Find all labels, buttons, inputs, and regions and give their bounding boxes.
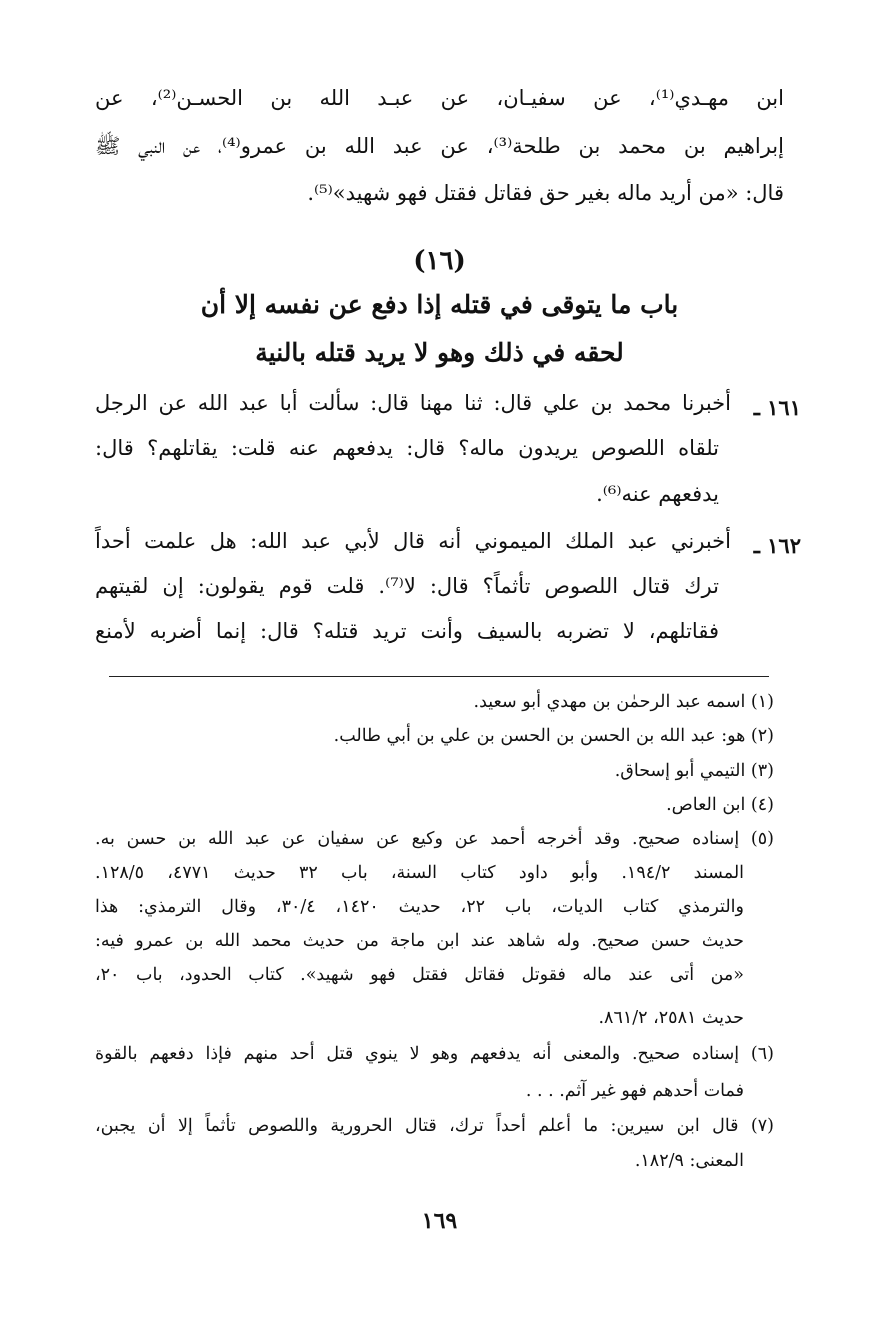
entry-line: أخبرنا محمد بن علي قال: ثنا مهنا قال: سألت أبا عبد الله عن الرجل xyxy=(95,391,731,415)
footnote-continuation: المسند ١٩٤/٢. وأبو داود كتاب السنة، باب ٣٢ حديث ٤٧٧١، ١٢٨/٥. xyxy=(95,863,745,883)
footnote: (٧) قال ابن سيرين: ما أعلم أحداً ترك، قتال الحرورية واللصوص تأثماً إلا أن يجبن، xyxy=(95,1116,774,1136)
footnote: (٦) إسناده صحيح. والمعنى أنه يدفعهم وهو لا ينوي قتل أحد منهم فإذا دفعهم بالقوة xyxy=(95,1044,774,1064)
footnote: (٥) إسناده صحيح. وقد أخرجه أحمد عن وكيع عن سفيان عن عبد الله بن حسن به. xyxy=(95,829,774,849)
page-number: ١٦٩ xyxy=(421,1208,458,1234)
entry-line: أخبرني عبد الملك الميموني أنه قال لأبي عبد الله: هل علمت أحداً xyxy=(95,529,731,553)
footnote: (٤) ابن العاص. xyxy=(666,795,774,815)
footnote: (٣) التيمي أبو إسحاق. xyxy=(614,761,774,781)
chapter-number: (١٦) xyxy=(413,246,466,276)
footnote-continuation: حديث ٢٥٨١، ٨٦١/٢. xyxy=(598,1008,744,1028)
footnote-continuation: والترمذي كتاب الديات، باب ٢٢، حديث ١٤٢٠، ٣٠/٤، وقال الترمذي: هذا xyxy=(95,897,744,917)
footnote: (٢) هو: عبد الله بن الحسن بن الحسن بن علي بن أبي طالب. xyxy=(333,726,774,746)
footnote-continuation: المعنى: ١٨٢/٩. xyxy=(634,1151,744,1171)
intro-line: إبراهيم بن محمد بن طلحة⁽³⁾، عن عبد الله بن عمرو⁽⁴⁾، عن النبي ﷺ xyxy=(95,134,784,158)
chapter-title-line: باب ما يتوقى في قتله إذا دفع عن نفسه إلا أن xyxy=(200,290,679,319)
entry-line: تلقاه اللصوص يريدون ماله؟ قال: يدفعهم عنه قلت: يقاتلهم؟ قال: xyxy=(95,436,719,460)
entry-line: ترك قتال اللصوص تأثماً؟ قال: لا⁽⁷⁾. قلت قوم يقولون: إن لقيتهم xyxy=(95,574,719,598)
entry-number: ١٦٢ ـ xyxy=(753,533,801,558)
intro-line: ابن مهـدي⁽¹⁾، عن سفيـان، عن عبـد الله بن الحسـن⁽²⁾، عن xyxy=(95,86,784,110)
entry-number: ١٦١ ـ xyxy=(753,395,801,420)
entry-line: فقاتلهم، لا تضربه بالسيف وأنت تريد قتله؟ قال: إنما أضربه لأمنع xyxy=(95,619,719,643)
footnote-divider xyxy=(109,676,769,677)
footnote-continuation: «من أتى عند ماله فقوتل فقاتل فقتل فهو شهيد». كتاب الحدود، باب ٢٠، xyxy=(95,965,744,985)
intro-line: قال: «من أريد ماله بغير حق فقاتل فقتل فهو شهيد»⁽⁵⁾. xyxy=(307,181,784,205)
chapter-title-line: لحقه في ذلك وهو لا يريد قتله بالنية xyxy=(255,338,624,367)
footnote: (١) اسمه عبد الرحمٰن بن مهدي أبو سعيد. xyxy=(473,692,774,712)
entry-line: يدفعهم عنه⁽⁶⁾. xyxy=(596,482,719,506)
footnote-continuation: حديث حسن صحيح. وله شاهد عند ابن ماجة من حديث محمد الله بن عمرو فيه: xyxy=(95,931,744,951)
footnote-continuation: فمات أحدهم فهو غير آثم. . . . xyxy=(525,1081,744,1101)
